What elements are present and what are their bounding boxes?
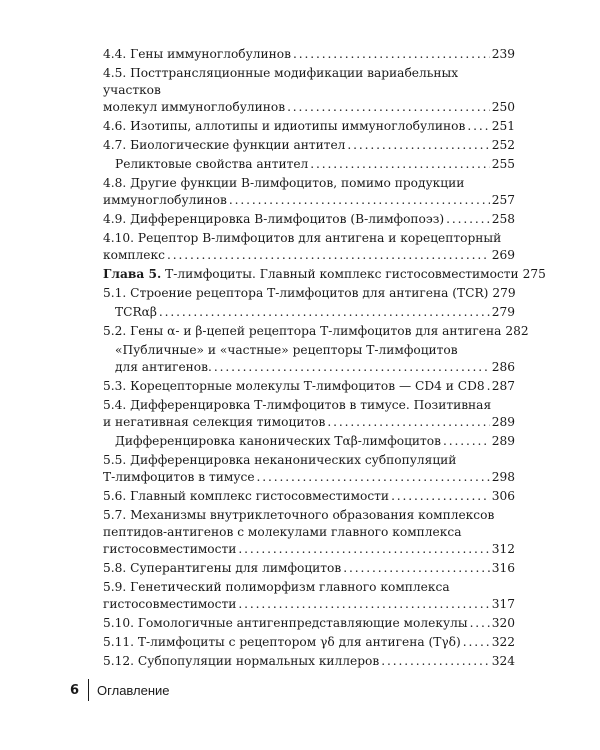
dot-leader bbox=[487, 378, 490, 395]
dot-leader bbox=[310, 156, 489, 173]
entry-title: Реликтовые свойства антител bbox=[115, 157, 309, 171]
dot-leader bbox=[381, 653, 489, 670]
page-number: 251 bbox=[491, 119, 515, 133]
dot-leader bbox=[446, 211, 490, 228]
page-number: 289 bbox=[491, 415, 515, 429]
dot-leader bbox=[443, 433, 490, 450]
toc-entry-relict-properties[interactable] bbox=[103, 156, 515, 173]
dot-leader bbox=[293, 46, 490, 63]
toc-entry-4-5[interactable] bbox=[103, 65, 515, 116]
dot-leader bbox=[467, 118, 489, 135]
dot-leader bbox=[214, 359, 490, 376]
entry-title: 4.9. Дифференцировка В-лимфоцитов (В-лимфопоэз) bbox=[103, 212, 445, 226]
page-number: 257 bbox=[491, 193, 515, 207]
page-number: 239 bbox=[491, 47, 515, 61]
page-number: 286 bbox=[491, 360, 515, 374]
page-number: 255 bbox=[491, 157, 515, 171]
footer-page-number: 6 bbox=[70, 682, 80, 698]
entry-title-line1: 4.10. Рецептор В-лимфоцитов для антигена и корецепторный bbox=[103, 231, 502, 245]
page-number: 306 bbox=[491, 489, 515, 503]
toc-entry-5-2[interactable] bbox=[103, 323, 529, 340]
chapter-label: Глава 5. bbox=[103, 267, 162, 281]
page-number: 312 bbox=[491, 542, 515, 556]
footer-divider bbox=[88, 679, 89, 701]
entry-title-line2: молекул иммуноглобулинов bbox=[103, 100, 286, 114]
dot-leader bbox=[391, 488, 490, 505]
page-number: 275 bbox=[522, 267, 546, 281]
page-number: 269 bbox=[491, 248, 515, 262]
entry-title-line3: гистосовместимости bbox=[103, 542, 237, 556]
entry-title-line2: иммуноглобулинов bbox=[103, 193, 227, 207]
page-footer bbox=[70, 679, 170, 701]
dot-leader bbox=[238, 541, 489, 558]
entry-title-line2: для антигенов. bbox=[115, 360, 212, 374]
entry-title-line2: Т-лимфоцитов в тимусе bbox=[103, 470, 255, 484]
entry-title: 5.1. Строение рецептора Т-лимфоцитов для антигена (TCR) bbox=[103, 286, 489, 300]
toc-entry-5-3[interactable] bbox=[103, 378, 515, 395]
dot-leader bbox=[343, 560, 489, 577]
page-number: 279 bbox=[492, 286, 516, 300]
toc-entry-4-7[interactable] bbox=[103, 137, 515, 154]
dot-leader bbox=[167, 247, 490, 264]
entry-title: 4.6. Изотипы, аллотипы и идиотипы иммуноглобулинов bbox=[103, 119, 466, 133]
entry-title-line1: 5.4. Дифференцировка Т-лимфоцитов в тимусе. Позитивная bbox=[103, 398, 492, 412]
page-number: 250 bbox=[491, 100, 515, 114]
dot-leader bbox=[159, 304, 490, 321]
dot-leader bbox=[257, 469, 490, 486]
table-of-contents bbox=[103, 46, 546, 672]
toc-entry-5-9[interactable] bbox=[103, 579, 515, 613]
entry-title-line1: 5.5. Дифференцировка неканонических субпопуляций bbox=[103, 453, 457, 467]
dot-leader bbox=[463, 634, 490, 651]
entry-title-line2: и негативная селекция тимоцитов bbox=[103, 415, 326, 429]
toc-entry-5-10[interactable] bbox=[103, 615, 515, 632]
page-number: 287 bbox=[491, 379, 515, 393]
page-number: 324 bbox=[491, 654, 515, 668]
entry-title: 5.3. Корецепторные молекулы Т-лимфоцитов — CD4 и CD8 bbox=[103, 379, 485, 393]
dot-leader bbox=[347, 137, 489, 154]
page-number: 282 bbox=[505, 324, 529, 338]
page-number: 298 bbox=[491, 470, 515, 484]
toc-entry-chapter-5[interactable] bbox=[103, 266, 546, 283]
toc-entry-5-6[interactable] bbox=[103, 488, 515, 505]
entry-title-line1: 4.5. Посттрансляционные модификации вариабельных участков bbox=[103, 66, 459, 97]
entry-title: 5.8. Суперантигены для лимфоцитов bbox=[103, 561, 342, 575]
entry-title-line1: 4.8. Другие функции В-лимфоцитов, помимо продукции bbox=[103, 176, 465, 190]
entry-title: 5.2. Гены α- и β-цепей рецептора Т-лимфоцитов для антигена bbox=[103, 324, 502, 338]
entry-title: 5.12. Субпопуляции нормальных киллеров bbox=[103, 654, 380, 668]
toc-entry-public-private-receptors[interactable] bbox=[103, 342, 515, 376]
toc-entry-canonical-tab[interactable] bbox=[103, 433, 515, 450]
chapter-title: Т-лимфоциты. Главный комплекс гистосовместимости bbox=[165, 267, 519, 281]
page-number: 317 bbox=[491, 597, 515, 611]
entry-title: 4.4. Гены иммуноглобулинов bbox=[103, 47, 291, 61]
toc-entry-tcr-ab[interactable] bbox=[103, 304, 515, 321]
entry-title-line1: «Публичные» и «частные» рецепторы Т-лимфоцитов bbox=[115, 343, 458, 357]
toc-entry-5-12[interactable] bbox=[103, 653, 515, 670]
toc-entry-4-8[interactable] bbox=[103, 175, 515, 209]
page-number: 289 bbox=[491, 434, 515, 448]
entry-title: Дифференцировка канонических Tαβ-лимфоцитов bbox=[115, 434, 441, 448]
toc-entry-5-11[interactable] bbox=[103, 634, 515, 651]
footer-section-title: Оглавление bbox=[97, 682, 170, 698]
dot-leader bbox=[327, 414, 489, 431]
page-number: 320 bbox=[491, 616, 515, 630]
toc-entry-5-8[interactable] bbox=[103, 560, 515, 577]
toc-entry-4-9[interactable] bbox=[103, 211, 515, 228]
toc-entry-5-5[interactable] bbox=[103, 452, 515, 486]
toc-entry-5-1[interactable] bbox=[103, 285, 515, 302]
entry-title: 4.7. Биологические функции антител bbox=[103, 138, 346, 152]
toc-entry-4-10[interactable] bbox=[103, 230, 515, 264]
page-number: 322 bbox=[491, 635, 515, 649]
entry-title-lines1-2: 5.7. Механизмы внутриклеточного образования комплексов пептидов-антигенов с молекулами главного комплекса bbox=[103, 508, 495, 539]
entry-title: 5.10. Гомологичные антигенпредставляющие молекулы bbox=[103, 616, 468, 630]
entry-title: 5.6. Главный комплекс гистосовместимости bbox=[103, 489, 390, 503]
entry-title: 5.11. Т-лимфоциты с рецептором γδ для антигена (Tγδ) bbox=[103, 635, 461, 649]
page-number: 279 bbox=[491, 305, 515, 319]
entry-title-line2: гистосовместимости bbox=[103, 597, 237, 611]
page-number: 252 bbox=[491, 138, 515, 152]
entry-title: TCRαβ bbox=[115, 305, 157, 319]
dot-leader bbox=[229, 192, 490, 209]
dot-leader bbox=[238, 596, 489, 613]
entry-title-line2: комплекс bbox=[103, 248, 165, 262]
toc-entry-4-6[interactable] bbox=[103, 118, 515, 135]
dot-leader bbox=[470, 615, 490, 632]
toc-entry-5-4[interactable] bbox=[103, 397, 515, 431]
page-number: 316 bbox=[491, 561, 515, 575]
toc-entry-5-7[interactable] bbox=[103, 507, 515, 558]
page-number: 258 bbox=[491, 212, 515, 226]
dot-leader bbox=[287, 99, 490, 116]
entry-title-line1: 5.9. Генетический полиморфизм главного комплекса bbox=[103, 580, 450, 594]
toc-entry-4-4[interactable] bbox=[103, 46, 515, 63]
